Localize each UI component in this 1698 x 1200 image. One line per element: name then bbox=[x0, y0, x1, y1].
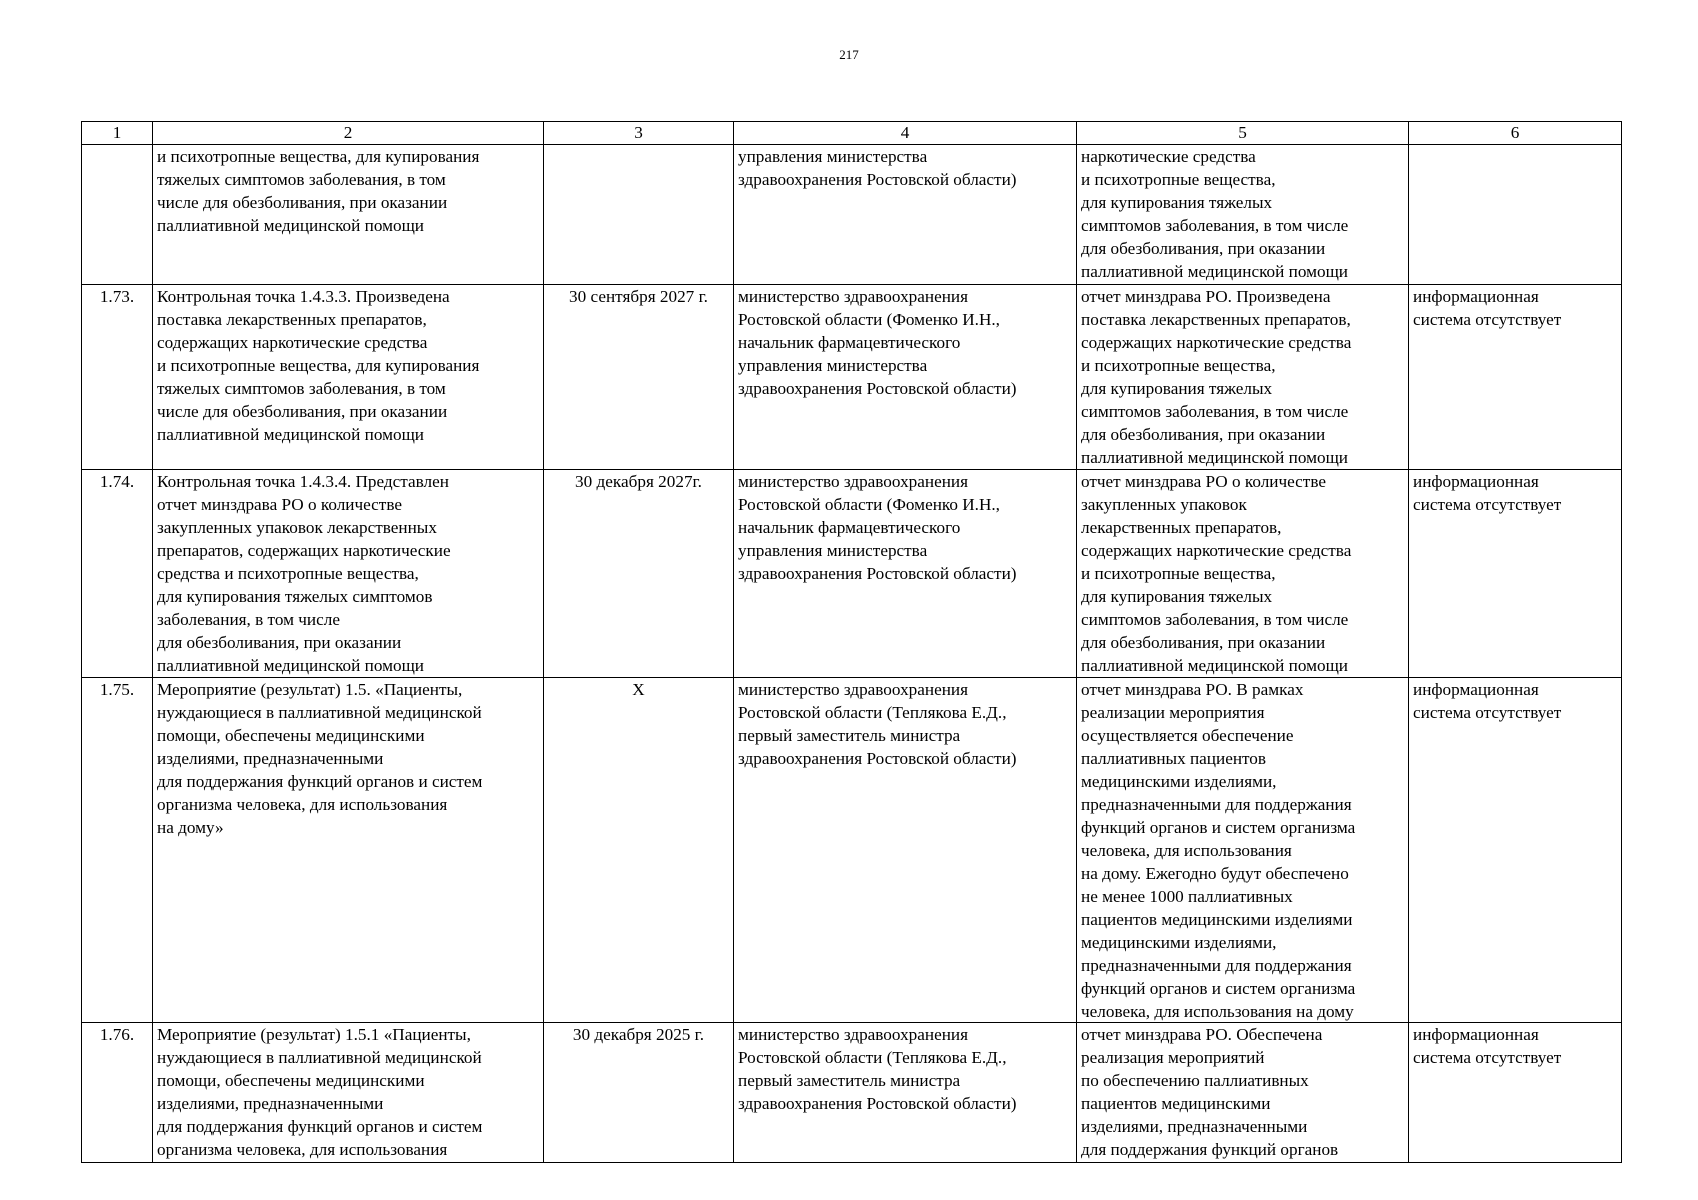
cell-text: Х bbox=[632, 680, 645, 699]
deadline-cell bbox=[544, 145, 734, 285]
cell-text-line: паллиативной медицинской помощи bbox=[1081, 262, 1349, 281]
description-cell bbox=[153, 470, 544, 678]
cell-text-line: паллиативной медицинской помощи bbox=[1081, 448, 1349, 467]
cell-text-line: отчет минздрава РО. Произведена bbox=[1081, 287, 1331, 306]
responsible-cell bbox=[734, 470, 1077, 678]
cell-text-line: поставка лекарственных препаратов, bbox=[1081, 310, 1351, 329]
cell-text-line: министерство здравоохранения bbox=[738, 1025, 969, 1044]
responsible-cell bbox=[734, 678, 1077, 1023]
cell-text-line: и психотропные вещества, bbox=[1081, 170, 1276, 189]
cell-text-line: медицинскими изделиями, bbox=[1081, 772, 1277, 791]
cell-text-line: закупленных упаковок лекарственных bbox=[157, 518, 437, 537]
cell-text-line: изделиями, предназначенными bbox=[157, 749, 384, 768]
responsible-cell bbox=[734, 1023, 1077, 1163]
cell-text-line: паллиативной медицинской помощи bbox=[1081, 656, 1349, 675]
cell-text: 1.76. bbox=[99, 1025, 135, 1044]
table-row bbox=[82, 678, 1622, 1023]
cell-text-line: Контрольная точка 1.4.3.3. Произведена bbox=[157, 287, 450, 306]
table-header-row bbox=[82, 122, 1622, 145]
cell-text-line: осуществляется обеспечение bbox=[1081, 726, 1294, 745]
cell-text-line: содержащих наркотические средства bbox=[157, 333, 428, 352]
cell-text-line: средства и психотропные вещества, bbox=[157, 564, 419, 583]
cell-text-line: человека, для использования bbox=[1081, 841, 1292, 860]
cell-text-line: информационная bbox=[1413, 472, 1539, 491]
cell-text-line: функций органов и систем организма bbox=[1081, 818, 1356, 837]
cell-text-line: отчет минздрава РО. Обеспечена bbox=[1081, 1025, 1323, 1044]
cell-text-line: и психотропные вещества, bbox=[1081, 356, 1276, 375]
cell-text-line: медицинскими изделиями, bbox=[1081, 933, 1277, 952]
document-cell bbox=[1077, 285, 1409, 470]
table-row bbox=[82, 285, 1622, 470]
cell-text-line: начальник фармацевтического bbox=[738, 518, 961, 537]
cell-text-line: нуждающиеся в паллиативной медицинской bbox=[157, 703, 482, 722]
cell-text: 30 декабря 2025 г. bbox=[572, 1025, 705, 1044]
cell-text-line: заболевания, в том числе bbox=[157, 610, 340, 629]
cell-text-line: содержащих наркотические средства bbox=[1081, 333, 1352, 352]
cell-text-line: система отсутствует bbox=[1413, 310, 1562, 329]
cell-text-line: предназначенными для поддержания bbox=[1081, 956, 1352, 975]
cell-text-line: и психотропные вещества, для купирования bbox=[157, 356, 480, 375]
cell-text-line: система отсутствует bbox=[1413, 703, 1562, 722]
cell-text-line: Контрольная точка 1.4.3.4. Представлен bbox=[157, 472, 449, 491]
deadline-cell bbox=[544, 285, 734, 470]
cell-text-line: Мероприятие (результат) 1.5. «Пациенты, bbox=[157, 680, 463, 699]
cell-text-line: организма человека, для использования bbox=[157, 1140, 448, 1159]
cell-text-line: Мероприятие (результат) 1.5.1 «Пациенты, bbox=[157, 1025, 471, 1044]
cell-text-line: отчет минздрава РО о количестве bbox=[1081, 472, 1326, 491]
information-system-cell bbox=[1409, 1023, 1622, 1163]
cell-text-line: для поддержания функций органов и систем bbox=[157, 1117, 483, 1136]
cell-text-line: министерство здравоохранения bbox=[738, 287, 969, 306]
deadline-cell bbox=[544, 470, 734, 678]
column-header-3: 3 bbox=[544, 122, 734, 145]
cell-text-line: на дому» bbox=[157, 818, 224, 837]
cell-text-line: для обезболивания, при оказании bbox=[157, 633, 402, 652]
cell-text-line: первый заместитель министра bbox=[738, 1071, 961, 1090]
cell-text-line: здравоохранения Ростовской области) bbox=[738, 1094, 1017, 1113]
cell-text-line: числе для обезболивания, при оказании bbox=[157, 402, 448, 421]
cell-text-line: управления министерства bbox=[738, 147, 928, 166]
description-cell bbox=[153, 285, 544, 470]
cell-text-line: и психотропные вещества, для купирования bbox=[157, 147, 480, 166]
cell-text-line: паллиативных пациентов bbox=[1081, 749, 1267, 768]
cell-text-line: на дому. Ежегодно будут обеспечено bbox=[1081, 864, 1349, 883]
cell-text-line: система отсутствует bbox=[1413, 495, 1562, 514]
cell-text-line: информационная bbox=[1413, 680, 1539, 699]
cell-text-line: здравоохранения Ростовской области) bbox=[738, 379, 1017, 398]
cell-text-line: изделиями, предназначенными bbox=[1081, 1117, 1308, 1136]
cell-text-line: симптомов заболевания, в том числе bbox=[1081, 610, 1349, 629]
cell-text-line: наркотические средства bbox=[1081, 147, 1256, 166]
row-number-cell bbox=[82, 678, 153, 1023]
cell-text-line: отчет минздрава РО. В рамках bbox=[1081, 680, 1304, 699]
cell-text: 30 декабря 2027г. bbox=[575, 472, 702, 491]
information-system-cell bbox=[1409, 145, 1622, 285]
cell-text-line: организма человека, для использования bbox=[157, 795, 448, 814]
cell-text-line: для поддержания функций органов bbox=[1081, 1140, 1339, 1159]
cell-text-line: информационная bbox=[1413, 1025, 1539, 1044]
cell-text-line: пациентов медицинскими bbox=[1081, 1094, 1271, 1113]
page-number: 217 bbox=[839, 47, 859, 62]
cell-text-line: функций органов и систем организма bbox=[1081, 979, 1356, 998]
cell-text-line: числе для обезболивания, при оказании bbox=[157, 193, 448, 212]
cell-text-line: для обезболивания, при оказании bbox=[1081, 633, 1326, 652]
deadline-cell bbox=[544, 678, 734, 1023]
document-cell bbox=[1077, 678, 1409, 1023]
document-cell bbox=[1077, 1023, 1409, 1163]
column-header-2: 2 bbox=[153, 122, 544, 145]
cell-text-line: лекарственных препаратов, bbox=[1081, 518, 1282, 537]
cell-text-line: для обезболивания, при оказании bbox=[1081, 239, 1326, 258]
table-row bbox=[82, 1023, 1622, 1163]
cell-text-line: паллиативной медицинской помощи bbox=[157, 656, 425, 675]
cell-text-line: не менее 1000 паллиативных bbox=[1081, 887, 1293, 906]
cell-text-line: для купирования тяжелых bbox=[1081, 379, 1273, 398]
information-system-cell bbox=[1409, 678, 1622, 1023]
cell-text-line: препаратов, содержащих наркотические bbox=[157, 541, 451, 560]
cell-text-line: здравоохранения Ростовской области) bbox=[738, 749, 1017, 768]
table-row bbox=[82, 145, 1622, 285]
cell-text: 1.75. bbox=[99, 680, 135, 699]
responsible-cell bbox=[734, 285, 1077, 470]
cell-text-line: начальник фармацевтического bbox=[738, 333, 961, 352]
document-cell bbox=[1077, 145, 1409, 285]
cell-text-line: паллиативной медицинской помощи bbox=[157, 425, 425, 444]
cell-text-line: система отсутствует bbox=[1413, 1048, 1562, 1067]
deadline-cell bbox=[544, 1023, 734, 1163]
row-number-cell bbox=[82, 1023, 153, 1163]
cell-text-line: Ростовской области (Фоменко И.Н., bbox=[738, 495, 1000, 514]
cell-text-line: по обеспечению паллиативных bbox=[1081, 1071, 1309, 1090]
table-row bbox=[82, 470, 1622, 678]
row-number-cell bbox=[82, 470, 153, 678]
column-header-6: 6 bbox=[1409, 122, 1622, 145]
cell-text-line: здравоохранения Ростовской области) bbox=[738, 564, 1017, 583]
cell-text-line: реализация мероприятий bbox=[1081, 1048, 1265, 1067]
cell-text-line: помощи, обеспечены медицинскими bbox=[157, 726, 425, 745]
cell-text-line: помощи, обеспечены медицинскими bbox=[157, 1071, 425, 1090]
cell-text-line: изделиями, предназначенными bbox=[157, 1094, 384, 1113]
cell-text-line: управления министерства bbox=[738, 356, 928, 375]
cell-text-line: реализации мероприятия bbox=[1081, 703, 1265, 722]
cell-text-line: управления министерства bbox=[738, 541, 928, 560]
cell-text-line: человека, для использования на дому bbox=[1081, 1002, 1354, 1021]
information-system-cell bbox=[1409, 470, 1622, 678]
cell-text-line: для обезболивания, при оказании bbox=[1081, 425, 1326, 444]
responsible-cell bbox=[734, 145, 1077, 285]
column-header-5: 5 bbox=[1077, 122, 1409, 145]
column-header-4: 4 bbox=[734, 122, 1077, 145]
document-cell bbox=[1077, 470, 1409, 678]
description-cell bbox=[153, 678, 544, 1023]
cell-text-line: информационная bbox=[1413, 287, 1539, 306]
document-table bbox=[81, 121, 1622, 1163]
cell-text-line: министерство здравоохранения bbox=[738, 472, 969, 491]
cell-text-line: Ростовской области (Теплякова Е.Д., bbox=[738, 1048, 1007, 1067]
cell-text-line: тяжелых симптомов заболевания, в том bbox=[157, 170, 446, 189]
cell-text-line: закупленных упаковок bbox=[1081, 495, 1247, 514]
cell-text-line: и психотропные вещества, bbox=[1081, 564, 1276, 583]
cell-text-line: нуждающиеся в паллиативной медицинской bbox=[157, 1048, 482, 1067]
column-header-1: 1 bbox=[82, 122, 153, 145]
description-cell bbox=[153, 145, 544, 285]
cell-text-line: предназначенными для поддержания bbox=[1081, 795, 1352, 814]
cell-text-line: министерство здравоохранения bbox=[738, 680, 969, 699]
cell-text-line: симптомов заболевания, в том числе bbox=[1081, 216, 1349, 235]
cell-text-line: поставка лекарственных препаратов, bbox=[157, 310, 427, 329]
cell-text-line: отчет минздрава РО о количестве bbox=[157, 495, 402, 514]
cell-text-line: для купирования тяжелых bbox=[1081, 587, 1273, 606]
cell-text: 1.73. bbox=[99, 287, 135, 306]
cell-text-line: паллиативной медицинской помощи bbox=[157, 216, 425, 235]
cell-text-line: Ростовской области (Теплякова Е.Д., bbox=[738, 703, 1007, 722]
description-cell bbox=[153, 1023, 544, 1163]
cell-text-line: содержащих наркотические средства bbox=[1081, 541, 1352, 560]
cell-text-line: пациентов медицинскими изделиями bbox=[1081, 910, 1353, 929]
cell-text-line: для купирования тяжелых bbox=[1081, 193, 1273, 212]
information-system-cell bbox=[1409, 285, 1622, 470]
cell-text-line: для купирования тяжелых симптомов bbox=[157, 587, 433, 606]
cell-text-line: здравоохранения Ростовской области) bbox=[738, 170, 1017, 189]
cell-text-line: первый заместитель министра bbox=[738, 726, 961, 745]
cell-text: 30 сентября 2027 г. bbox=[569, 287, 708, 306]
cell-text-line: Ростовской области (Фоменко И.Н., bbox=[738, 310, 1000, 329]
cell-text: 1.74. bbox=[99, 472, 135, 491]
row-number-cell bbox=[82, 145, 153, 285]
cell-text-line: для поддержания функций органов и систем bbox=[157, 772, 483, 791]
cell-text-line: тяжелых симптомов заболевания, в том bbox=[157, 379, 446, 398]
cell-text-line: симптомов заболевания, в том числе bbox=[1081, 402, 1349, 421]
row-number-cell bbox=[82, 285, 153, 470]
